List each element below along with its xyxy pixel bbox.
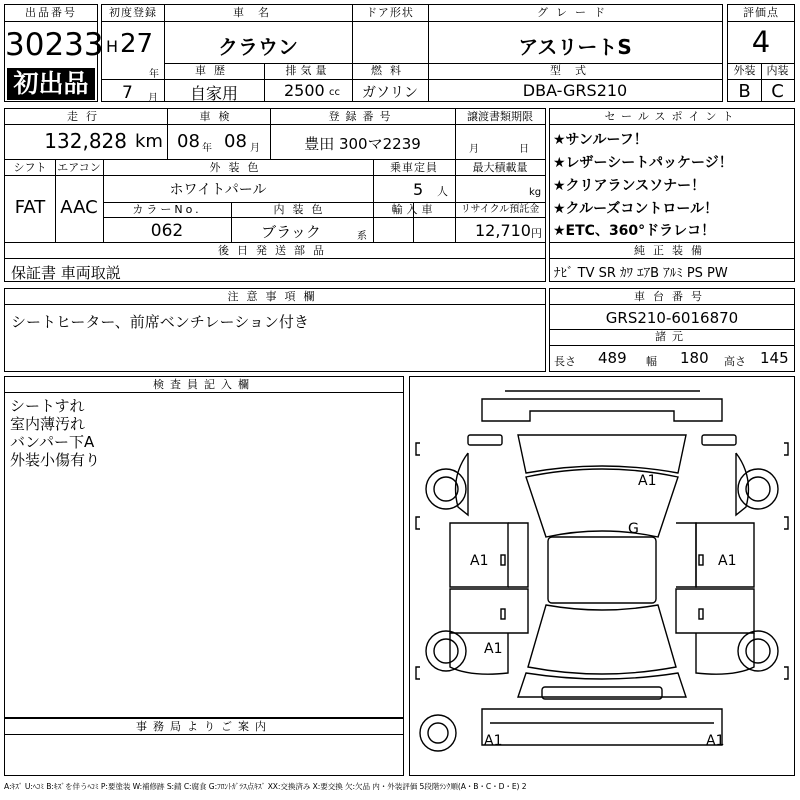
model-value: DBA-GRS210 bbox=[522, 81, 628, 100]
office-box bbox=[4, 718, 404, 776]
sales-points-label: セールスポイント bbox=[604, 110, 740, 123]
damage-mark-left-rear: A1 bbox=[484, 641, 503, 657]
int-color-label: 内装色 bbox=[273, 203, 331, 216]
score-value: 4 bbox=[751, 25, 771, 59]
displacement-label: 排気量 bbox=[285, 64, 331, 77]
capacity-value: 5 bbox=[413, 180, 424, 199]
damage-mark-rear-bumper-right: A1 bbox=[706, 733, 725, 749]
left-rear-door-shape bbox=[450, 589, 528, 633]
inspection-month: 08 bbox=[224, 131, 247, 152]
later-shipping-label: 後日発送部品 bbox=[218, 244, 332, 257]
front-left-wheel bbox=[426, 469, 466, 509]
notes-value: シートヒーター、前席ベンチレーション付き bbox=[11, 313, 309, 331]
damage-mark-windshield: G bbox=[628, 521, 639, 537]
transfer-month-unit: 月 bbox=[469, 144, 479, 155]
shift-label: シフト bbox=[13, 161, 47, 174]
inspection-label: 車検 bbox=[199, 110, 238, 123]
color-no-value: 062 bbox=[150, 221, 184, 241]
grade-value: アスリートS bbox=[518, 35, 632, 59]
right-rear-door-shape bbox=[676, 589, 754, 633]
inspector-box bbox=[4, 376, 404, 718]
trunk-shape bbox=[518, 673, 686, 697]
sales-point-3: ★クリアランスソナー！ bbox=[553, 178, 706, 194]
score-box bbox=[727, 4, 795, 102]
front-right-wheel bbox=[738, 469, 778, 509]
ac-label: エアコン bbox=[57, 161, 101, 174]
first-listing-text: 初出品 bbox=[13, 69, 89, 98]
recycle-value: 12,710 bbox=[475, 221, 531, 240]
first-reg-label: 初度登録 bbox=[109, 6, 157, 19]
standard-equipment-label: 純正装備 bbox=[634, 244, 710, 257]
door-label: ドア形状 bbox=[366, 6, 414, 19]
sales-point-1: ★サンルーフ！ bbox=[553, 132, 648, 148]
lot-label: 出品番号 bbox=[25, 6, 77, 19]
rear-bumper-shape bbox=[482, 709, 722, 745]
legend-text: A:ｷｽﾞ U:ﾍｺﾐ B:ｷｽﾞを伴うﾍｺﾐ P:要塗装 W:補修跡 S:錆 C:腐食 G:ﾌﾛﾝﾄｶﾞﾗｽ点ｷｽﾞ XX:交換済み X:要交換 欠:欠品 内・外装評価 5段階ﾗﾝｸ順(A・B・C・D・E) 2 bbox=[4, 782, 527, 791]
sales-points-box bbox=[549, 108, 795, 282]
history-label: 車歴 bbox=[195, 64, 233, 77]
transfer-label: 譲渡書類期限 bbox=[467, 110, 533, 123]
load-unit: kg bbox=[529, 187, 542, 198]
history-value: 自家用 bbox=[189, 84, 238, 103]
inspection-year-unit: 年 bbox=[202, 143, 212, 154]
sales-point-2: ★レザーシートパッケージ！ bbox=[553, 155, 733, 171]
int-color-value: ブラック bbox=[261, 223, 321, 241]
damage-mark-rear-bumper-left: A1 bbox=[484, 733, 503, 749]
notes-label: 注意事項欄 bbox=[227, 290, 323, 303]
first-listing-badge bbox=[7, 68, 95, 100]
vehicle-header-box bbox=[101, 4, 723, 102]
era-text: H bbox=[106, 37, 119, 56]
rear-left-wheel bbox=[426, 631, 466, 671]
roof-shape bbox=[548, 537, 656, 603]
ac-value: AAC bbox=[60, 197, 98, 218]
dims-label: 諸元 bbox=[655, 330, 689, 343]
plate-label: 登録番号 bbox=[328, 110, 397, 123]
int-color-suffix: 系 bbox=[357, 231, 367, 242]
spec-table bbox=[4, 108, 546, 282]
shift-value: FAT bbox=[14, 197, 46, 218]
inspector-line-3: バンパー下A bbox=[10, 433, 95, 451]
length-label: 長さ bbox=[554, 355, 576, 368]
inspection-year: 08 bbox=[177, 131, 200, 152]
inspector-line-1: シートすれ bbox=[10, 397, 85, 415]
ext-color-value: ホワイトパール bbox=[169, 182, 267, 198]
inspector-line-2: 室内薄汚れ bbox=[10, 415, 86, 433]
mileage-label: 走行 bbox=[67, 110, 105, 123]
model-label: 型式 bbox=[550, 64, 600, 77]
interior-label: 内装 bbox=[766, 64, 789, 77]
recycle-label: リサイクル預託金 bbox=[460, 204, 540, 215]
recycle-unit: 円 bbox=[531, 227, 542, 240]
load-label: 最大積載量 bbox=[472, 161, 528, 174]
color-no-label: カラーNo. bbox=[132, 203, 202, 216]
month-unit: 月 bbox=[148, 93, 158, 104]
lot-box bbox=[4, 4, 104, 102]
sales-point-5: ★ETC、360°ドラレコ！ bbox=[553, 223, 716, 239]
front-bumper-shape bbox=[482, 399, 722, 421]
plate-value: 豊田 300マ2239 bbox=[304, 135, 421, 153]
transfer-day-unit: 日 bbox=[519, 144, 529, 155]
import-label: 輸入車 bbox=[391, 203, 437, 216]
office-label: 事務局よりご案内 bbox=[136, 720, 272, 733]
width-label: 幅 bbox=[646, 355, 657, 368]
chassis-label: 車台番号 bbox=[634, 290, 710, 303]
capacity-label: 乗車定員 bbox=[390, 161, 438, 174]
damage-mark-left-door: A1 bbox=[470, 553, 489, 569]
exterior-label: 外装 bbox=[733, 64, 756, 77]
length-value: 489 bbox=[598, 349, 627, 367]
fuel-value: ガソリン bbox=[362, 85, 418, 101]
exterior-grade: B bbox=[738, 81, 751, 102]
hood-shape bbox=[518, 435, 686, 473]
grade-label: グレード bbox=[537, 6, 613, 19]
standard-equipment-value: ﾅﾋﾞ TV SR ｶﾜ ｴｱB ｱﾙﾐ PS PW bbox=[554, 266, 728, 281]
car-diagram bbox=[409, 376, 795, 776]
inspection-month-unit: 月 bbox=[250, 143, 260, 154]
capacity-unit: 人 bbox=[437, 185, 448, 198]
chassis-box bbox=[549, 288, 795, 372]
mileage-unit: km bbox=[135, 131, 163, 152]
score-label: 評価点 bbox=[743, 6, 779, 19]
displacement-unit: cc bbox=[329, 87, 340, 98]
year-unit: 年 bbox=[149, 69, 159, 80]
displacement-value: 2500 bbox=[284, 81, 325, 100]
lot-number: 30233 bbox=[5, 27, 104, 63]
fuel-label: 燃料 bbox=[371, 64, 409, 77]
inspector-line-4: 外装小傷有り bbox=[10, 451, 101, 469]
height-value: 145 bbox=[760, 349, 789, 367]
interior-grade: C bbox=[771, 81, 784, 102]
height-label: 高さ bbox=[724, 355, 746, 368]
damage-mark-hood: A1 bbox=[638, 473, 657, 489]
month-value: 7 bbox=[122, 83, 133, 103]
later-shipping-value: 保証書 車両取説 bbox=[11, 264, 121, 282]
sales-point-4: ★クルーズコントロール！ bbox=[553, 201, 719, 217]
chassis-value: GRS210-6016870 bbox=[605, 309, 739, 327]
notes-box bbox=[4, 288, 546, 372]
damage-mark-right-door: A1 bbox=[718, 553, 737, 569]
rear-right-wheel bbox=[738, 631, 778, 671]
inspector-label: 検査員記入欄 bbox=[153, 378, 255, 391]
spare-wheel bbox=[420, 715, 456, 751]
year-value: 27 bbox=[120, 29, 154, 59]
width-value: 180 bbox=[680, 349, 709, 367]
mileage-value: 132,828 bbox=[44, 129, 127, 153]
ext-color-label: 外装色 bbox=[209, 161, 267, 174]
car-name-value: クラウン bbox=[218, 35, 298, 59]
car-name-label: 車名 bbox=[233, 6, 283, 19]
car-diagram-svg bbox=[410, 377, 794, 775]
